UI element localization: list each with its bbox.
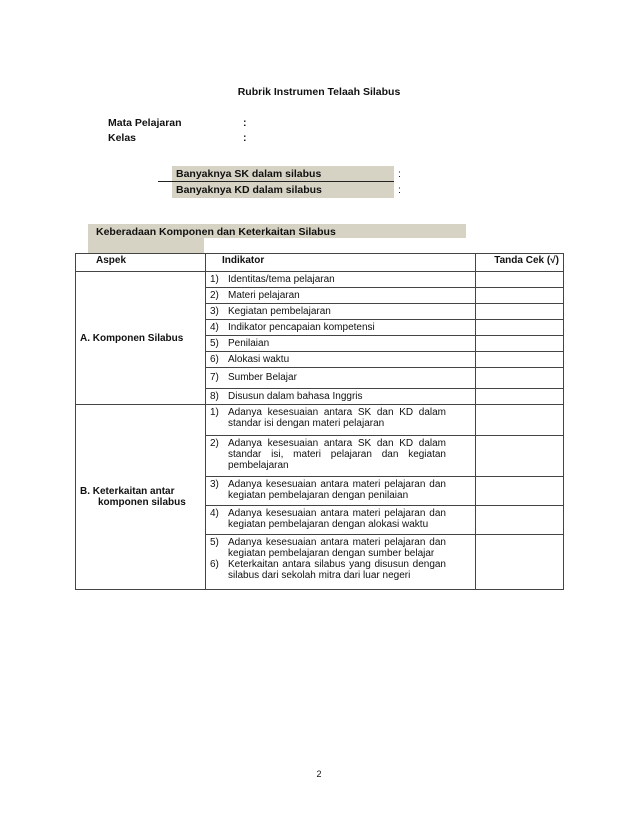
indikator-cell	[206, 405, 476, 436]
count-label-sk: Banyaknya SK dalam silabus	[176, 168, 322, 180]
indikator-cell	[206, 506, 476, 535]
table-row	[76, 405, 564, 436]
item-text: Disusun dalam bahasa Inggris	[228, 391, 363, 402]
aspek-keterkaitan	[76, 405, 206, 590]
indikator-cell	[206, 436, 476, 477]
page-number: 2	[316, 769, 322, 779]
indikator-cell	[206, 272, 476, 288]
aspek-komponen-silabus: A. Komponen Silabus	[76, 272, 206, 405]
indikator-cell	[206, 389, 476, 405]
check-cell[interactable]	[476, 405, 564, 436]
document-title: Rubrik Instrumen Telaah Silabus	[237, 86, 401, 98]
item-text: Indikator pencapaian kompetensi	[228, 322, 375, 333]
header-tanda-cek: Tanda Cek (√)	[476, 254, 564, 272]
item-number: 3)	[210, 306, 219, 317]
check-cell[interactable]	[476, 272, 564, 288]
indikator-cell	[206, 288, 476, 304]
item-number: 6)	[210, 354, 219, 365]
check-cell[interactable]	[476, 352, 564, 368]
check-cell[interactable]	[476, 320, 564, 336]
item-number: 4)	[210, 322, 219, 333]
item-text: Keterkaitan antara silabus yang disusun dengan silabus dari sekolah mitra dari luar negeri	[228, 559, 446, 581]
check-cell[interactable]	[476, 336, 564, 352]
check-cell[interactable]	[476, 535, 564, 590]
header-aspek: Aspek	[76, 254, 206, 272]
item-number: 1)	[210, 274, 219, 285]
indikator-cell	[206, 320, 476, 336]
item-number: 8)	[210, 391, 219, 402]
count-colon: :	[398, 184, 401, 196]
item-number: 7)	[210, 372, 219, 383]
item-text: Sumber Belajar	[228, 372, 297, 383]
meta-label-kelas: Kelas	[108, 132, 137, 144]
meta-label-mata-pelajaran: Mata Pelajaran	[108, 117, 182, 129]
check-cell[interactable]	[476, 477, 564, 506]
item-number: 6)	[210, 559, 219, 570]
meta-colon: :	[243, 132, 247, 144]
item-number: 2)	[210, 438, 219, 449]
indikator-cell	[206, 336, 476, 352]
count-label-kd: Banyaknya KD dalam silabus	[176, 184, 322, 196]
item-text: Kegiatan pembelajaran	[228, 306, 331, 317]
indikator-cell	[206, 304, 476, 320]
count-colon: :	[398, 168, 401, 180]
item-number: 5)	[210, 537, 219, 548]
item-text: Adanya kesesuaian antara materi pelajaran dan kegiatan pembelajaran dengan alokasi waktu	[228, 508, 446, 530]
item-text: Identitas/tema pelajaran	[228, 274, 335, 285]
check-cell[interactable]	[476, 436, 564, 477]
item-text: Penilaian	[228, 338, 270, 349]
section-title: Keberadaan Komponen dan Keterkaitan Silabus	[96, 226, 336, 238]
item-text: Adanya kesesuaian antara SK dan KD dalam standar isi dengan materi pelajaran	[228, 407, 446, 429]
sub-item	[210, 537, 475, 559]
check-cell[interactable]	[476, 304, 564, 320]
meta-colon: :	[243, 117, 247, 129]
indikator-cell	[206, 352, 476, 368]
indikator-cell	[206, 368, 476, 389]
indikator-cell	[206, 477, 476, 506]
item-number: 2)	[210, 290, 219, 301]
item-number: 1)	[210, 407, 219, 418]
table-row	[76, 272, 564, 288]
check-cell[interactable]	[476, 506, 564, 535]
check-cell[interactable]	[476, 288, 564, 304]
item-number: 3)	[210, 479, 219, 490]
table-header-row	[76, 254, 564, 272]
aspek-line-1: B. Keterkaitan antar	[80, 486, 175, 497]
aspek-line-2: komponen silabus	[98, 497, 186, 508]
item-text: Adanya kesesuaian antara materi pelajaran dan kegiatan pembelajaran dengan sumber belajar	[228, 537, 446, 559]
item-text: Alokasi waktu	[228, 354, 290, 365]
rubric-table	[75, 253, 564, 590]
section-header-bar-lower	[88, 238, 204, 253]
check-cell[interactable]	[476, 389, 564, 405]
count-underline	[158, 181, 394, 182]
item-number: 5)	[210, 338, 219, 349]
item-number: 4)	[210, 508, 219, 519]
item-text: Adanya kesesuaian antara SK dan KD dalam standar isi, materi pelajaran dan kegiatan pembelajaran	[228, 438, 446, 471]
item-text: Adanya kesesuaian antara materi pelajaran dan kegiatan pembelajaran dengan penilaian	[228, 479, 446, 501]
item-text: Materi pelajaran	[228, 290, 300, 301]
check-cell[interactable]	[476, 368, 564, 389]
indikator-cell	[206, 535, 476, 590]
sub-item	[210, 559, 475, 581]
header-indikator: Indikator	[206, 254, 476, 272]
